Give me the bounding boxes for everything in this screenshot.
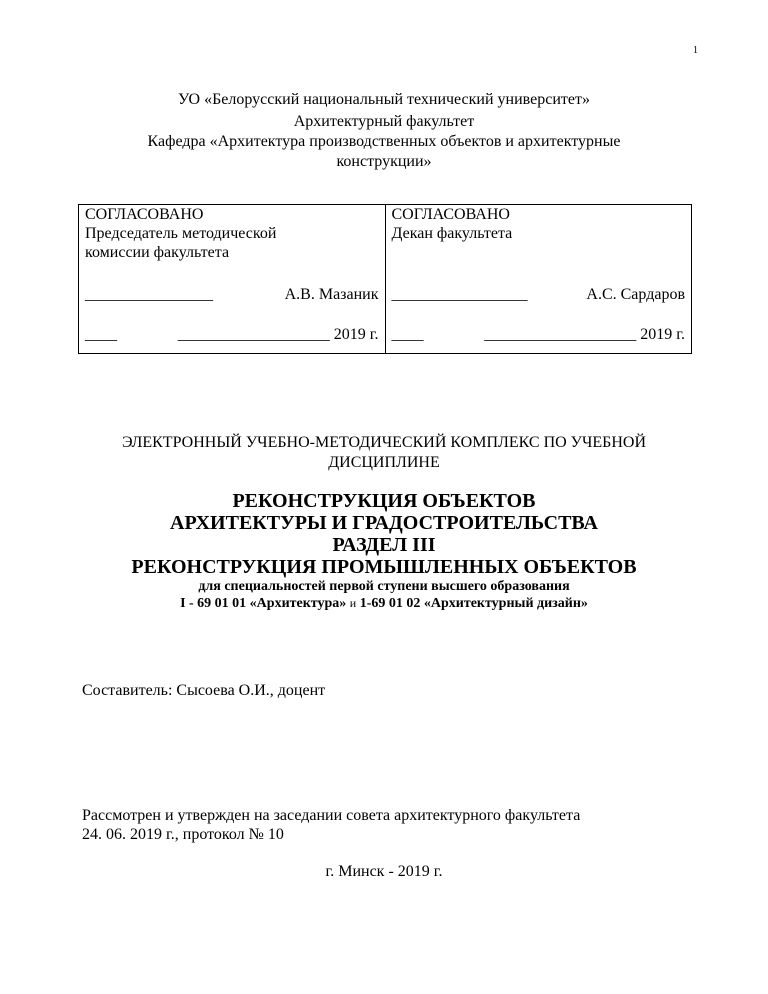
approval-heading: СОГЛАСОВАНО xyxy=(391,206,510,223)
month-blank: ___________________ xyxy=(177,326,330,343)
specialty-conjunction: и xyxy=(349,596,357,610)
year-text: 2019 г. xyxy=(640,326,685,343)
department-name-line1: Кафедра «Архитектура производственных объектов и архитектурные xyxy=(147,133,621,150)
section-title: РЕКОНСТРУКЦИЯ ПРОМЫШЛЕННЫХ ОБЪЕКТОВ xyxy=(131,556,637,578)
author-line: Составитель: Сысоева О.И., доцент xyxy=(82,682,326,699)
signature-line xyxy=(85,285,379,304)
month-year xyxy=(484,325,685,344)
faculty-name: Архитектурный факультет xyxy=(293,113,475,130)
department-name-line2: конструкции» xyxy=(336,153,432,170)
approver-name: А.В. Мазаник xyxy=(284,286,379,303)
specialty-line2 xyxy=(0,595,768,612)
approval-heading: СОГЛАСОВАНО xyxy=(85,206,204,223)
university-name: УО «Белорусский национальный технический университет» xyxy=(178,91,590,108)
discipline-title-line1: РЕКОНСТРУКЦИЯ ОБЪЕКТОВ xyxy=(232,490,536,512)
approver-role-line2: комиссии факультета xyxy=(85,244,230,261)
date-line xyxy=(392,325,686,344)
year-text: 2019 г. xyxy=(333,326,379,343)
discipline-title xyxy=(0,490,768,578)
complex-title xyxy=(0,433,768,473)
signature-blank: _________________ xyxy=(391,286,528,303)
discipline-title-line2: АРХИТЕКТУРЫ И ГРАДОСТРОИТЕЛЬСТВА xyxy=(170,512,598,534)
specialty-line1: для специальностей первой ступени высшего образования xyxy=(198,579,570,594)
page-number: 1 xyxy=(693,45,698,56)
signature-line xyxy=(392,285,686,304)
complex-title-line1: ЭЛЕКТРОННЫЙ УЧЕБНО-МЕТОДИЧЕСКИЙ КОМПЛЕКС ПО УЧЕБНОЙ xyxy=(121,434,647,451)
specialty-code-1: I - 69 01 01 «Архитектура» xyxy=(180,596,347,611)
document-header xyxy=(0,90,768,172)
approval-note xyxy=(82,806,580,844)
approver-role-line1: Председатель методической xyxy=(85,225,277,242)
approval-cell-left xyxy=(79,205,385,353)
approver-role-line1: Декан факультета xyxy=(391,225,513,242)
signature-blank: ________________ xyxy=(85,286,213,303)
section-number: РАЗДЕЛ III xyxy=(332,534,436,556)
day-blank: ____ xyxy=(391,326,424,343)
month-blank: ___________________ xyxy=(484,326,637,343)
approval-table xyxy=(78,204,692,354)
day-blank: ____ xyxy=(85,326,117,343)
approval-note-line1: Рассмотрен и утвержден на заседании совета архитектурного факультета xyxy=(82,807,581,824)
city-year: г. Минск - 2019 г. xyxy=(325,863,443,880)
complex-title-line2: ДИСЦИПЛИНЕ xyxy=(328,454,440,471)
specialty-code-2: 1-69 01 02 «Архитектурный дизайн» xyxy=(359,596,588,611)
approval-note-line2: 24. 06. 2019 г., протокол № 10 xyxy=(82,826,284,843)
approver-name: А.С. Сардаров xyxy=(586,286,685,303)
specialty-info xyxy=(0,578,768,612)
date-line xyxy=(85,325,379,344)
month-year xyxy=(178,325,379,344)
approval-cell-right xyxy=(385,205,692,353)
